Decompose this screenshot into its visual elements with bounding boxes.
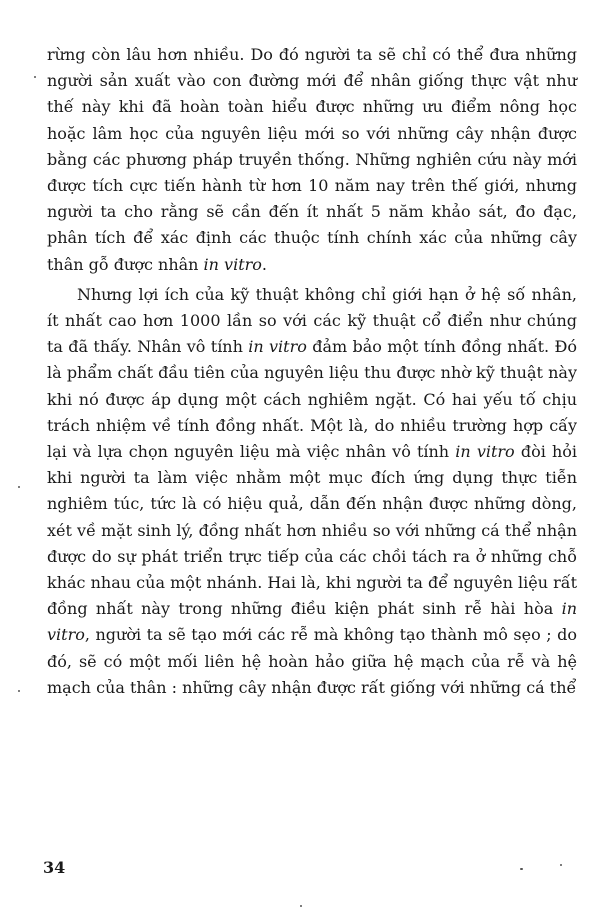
paragraph-2-italic-in-vitro-1: in vitro [248, 337, 307, 357]
scan-speck [520, 868, 523, 870]
paragraph-2-italic-in-vitro-3: in vitro [47, 599, 577, 645]
scan-speck [34, 76, 36, 78]
paragraph-2-text-1: Nhưng lợi ích của kỹ thuật không chỉ giới hạn ở hệ số nhân, ít nhất cao hơn 1000 lần so với các kỹ thuật cổ điển như chúng ta đã thấy. Nhân vô tính [47, 284, 577, 357]
page-number: 34 [43, 858, 66, 877]
paragraph-1-italic-in-vitro: in vitro [203, 254, 262, 274]
paragraph-2 [47, 282, 577, 701]
paragraph-1-text-1: rừng còn lâu hơn nhiều. Do đó người ta sẽ chỉ có thể đưa những người sản xuất vào con đường mới để nhân giống thực vật như thế này khi đã hoàn toàn hiểu được những ưu điểm nông học hoặc lâm học của nguyên liệu mới so với những cây nhận được bằng các phương pháp truyền thống. Những nghiên cứu này mới được tích cực tiến hành từ hơn 10 năm nay trên thế giới, nhưng người ta cho rằng sẽ cần đến ít nhất 5 năm khảo sát, đo đạc, phân tích để xác định các thuộc tính chính xác của những cây thân gỗ được nhân [47, 45, 577, 274]
paragraph-1-text-2: . [261, 254, 268, 274]
body-text [47, 42, 577, 701]
paragraph-2-text-2: đảm bảo một tính đồng nhất. Đó là phẩm chất đầu tiên của nguyên liệu thu được nhờ kỹ thuật này khi nó được áp dụng một cách nghiêm ngặt. Có hai yếu tố chịu trách nhiệm về tính đồng nhất. Một là, do nhiều trường hợp cấy lại và lựa chọn nguyên liệu mà việc nhân vô tính [47, 337, 578, 462]
scan-speck [18, 690, 20, 692]
scan-speck [18, 486, 20, 488]
scan-speck [300, 905, 302, 907]
paragraph-2-text-4: , người ta sẽ tạo mới các rễ mà không tạo thành mô sẹo ; do đó, sẽ có một mối liên hệ hoàn hảo giữa hệ mạch của rễ và hệ mạch của thân : những cây nhận được rất giống với những cá thể [47, 625, 577, 697]
paragraph-1 [47, 42, 577, 278]
paragraph-2-italic-in-vitro-2: in vitro [455, 442, 515, 462]
scan-speck [560, 864, 562, 866]
paragraph-2-text-3: đòi hỏi khi người ta làm việc nhằm một mục đích ứng dụng thực tiễn nghiêm túc, tức là có hiệu quả, dẫn đến nhận được những dòng, xét về mặt sinh lý, đồng nhất hơn nhiều so với những cá thể nhận được do sự phát triển trực tiếp của các chồi tách ra ở những chỗ khác nhau của một nhánh. Hai là, khi người ta để nguyên liệu rất đồng nhất này trong những điều kiện phát sinh rễ hài hòa [47, 442, 578, 619]
